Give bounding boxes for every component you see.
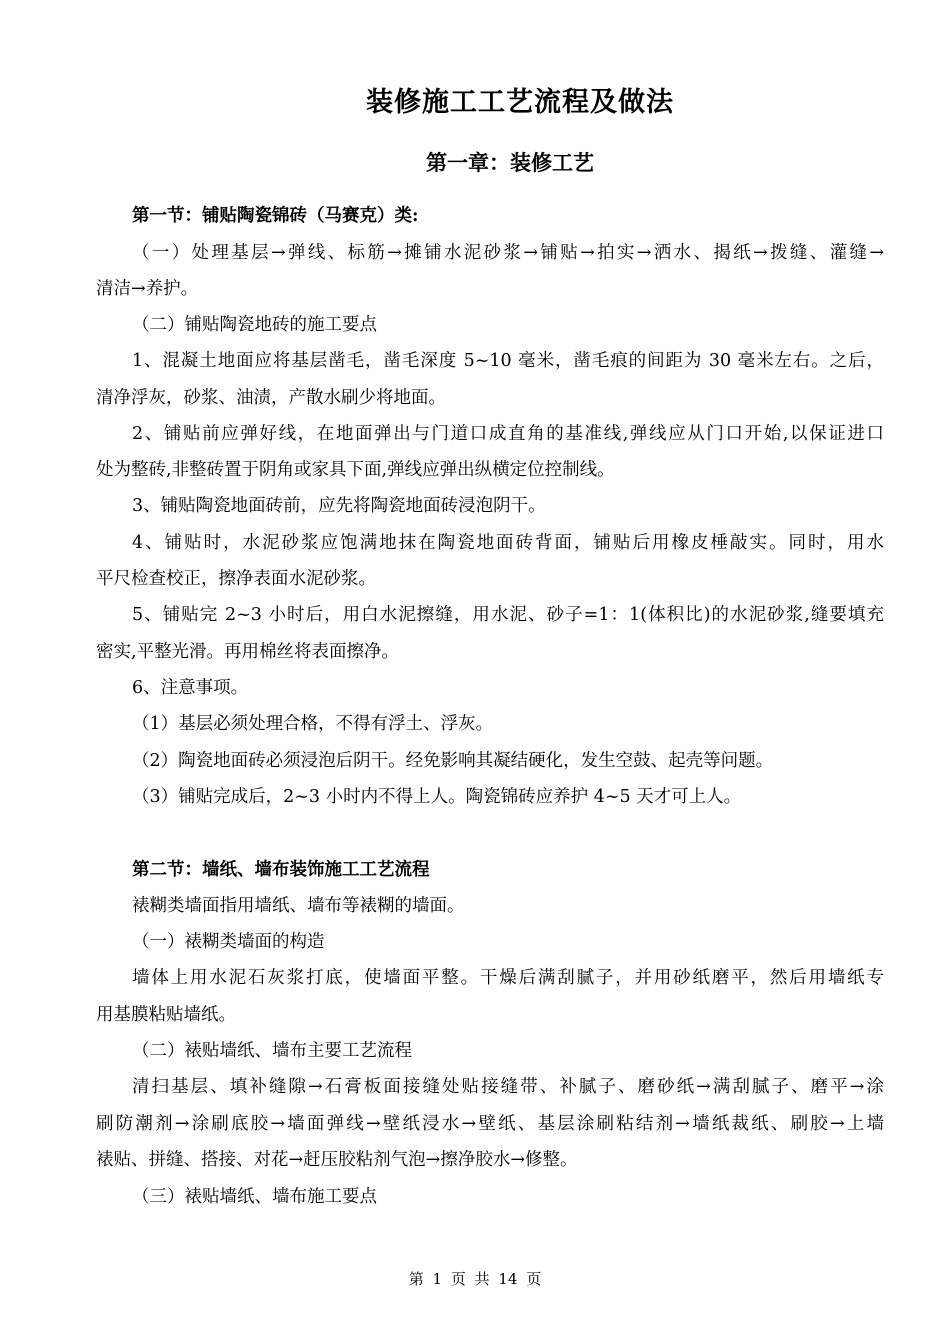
section2-sub1-title: （一）裱糊类墙面的构造 — [132, 932, 325, 952]
section1-item2-line1: 2、铺贴前应弹好线，在地面弹出与门道口成直角的基准线,弹线应从门口开始,以保证进口 — [132, 424, 884, 444]
section2-sub3-title: （三）裱贴墙纸、墙布施工要点 — [132, 1187, 377, 1207]
section1-step2-title: （二）铺贴陶瓷地砖的施工要点 — [132, 315, 377, 335]
section1-note3: （3）铺贴完成后，2~3 小时内不得上人。陶瓷锦砖应养护 4~5 天才可上人。 — [132, 787, 742, 807]
section1-item5-line2: 密实,平整光滑。再用棉丝将表面擦净。 — [96, 642, 400, 662]
page-footer: 第 1 页 共 14 页 — [408, 1270, 542, 1288]
section1-step1-line2: 清洁→养护。 — [96, 279, 199, 299]
section2-flow-line3: 裱贴、拼缝、搭接、对花→赶压胶粘剂气泡→擦净胶水→修整。 — [96, 1150, 578, 1170]
section2-heading: 第二节：墙纸、墙布装饰施工工艺流程 — [132, 860, 430, 880]
section2-sub1-line1: 墙体上用水泥石灰浆打底，使墙面平整。干燥后满刮腻子，并用砂纸磨平，然后用墙纸专 — [132, 968, 884, 988]
section2-sub1-line2: 用基膜粘贴墙纸。 — [96, 1005, 236, 1025]
section1-item5-line1: 5、铺贴完 2~3 小时后，用白水泥擦缝，用水泥、砂子=1：1(体积比)的水泥砂浆,缝要填充 — [132, 605, 884, 625]
document-title: 装修施工工艺流程及做法 — [366, 87, 674, 118]
section1-note2: （2）陶瓷地面砖必须浸泡后阴干。经免影响其凝结硬化，发生空鼓、起壳等问题。 — [132, 751, 774, 771]
section1-item2-line2: 处为整砖,非整砖置于阴角或家具下面,弹线应弹出纵横定位控制线。 — [96, 460, 615, 480]
section1-item1-line2: 清净浮灰，砂浆、油渍，产散水刷少将地面。 — [96, 388, 446, 408]
section1-item3: 3、铺贴陶瓷地面砖前，应先将陶瓷地面砖浸泡阴干。 — [132, 496, 546, 516]
section2-sub2-title: （二）裱贴墙纸、墙布主要工艺流程 — [132, 1041, 412, 1061]
section1-item4-line2: 平尺检查校正，擦净表面水泥砂浆。 — [96, 569, 376, 589]
section1-item1-line1: 1、混凝土地面应将基层凿毛，凿毛深度 5~10 毫米，凿毛痕的间距为 30 毫米左右。之后， — [132, 351, 884, 371]
chapter-title: 第一章：装修工艺 — [426, 150, 594, 175]
section2-flow-line1: 清扫基层、填补缝隙→石膏板面接缝处贴接缝带、补腻子、磨砂纸→满刮腻子、磨平→涂 — [132, 1077, 884, 1097]
section1-item4-line1: 4、铺贴时，水泥砂浆应饱满地抹在陶瓷地面砖背面，铺贴后用橡皮棰敲实。同时，用水 — [132, 533, 884, 553]
section1-heading: 第一节：铺贴陶瓷锦砖（马赛克）类: — [132, 206, 419, 226]
section1-note1: （1）基层必须处理合格，不得有浮土、浮灰。 — [132, 714, 494, 734]
section2-flow-line2: 刷防潮剂→涂刷底胶→墙面弹线→壁纸浸水→壁纸、基层涂刷粘结剂→墙纸裁纸、刷胶→上墙 — [96, 1114, 884, 1134]
section2-intro: 裱糊类墙面指用墙纸、墙布等裱糊的墙面。 — [132, 896, 465, 916]
section1-item6: 6、注意事项。 — [132, 678, 249, 698]
section1-step1-line1: （一）处理基层→弹线、标筋→摊铺水泥砂浆→铺贴→拍实→洒水、揭纸→拨缝、灌缝→ — [132, 243, 884, 263]
